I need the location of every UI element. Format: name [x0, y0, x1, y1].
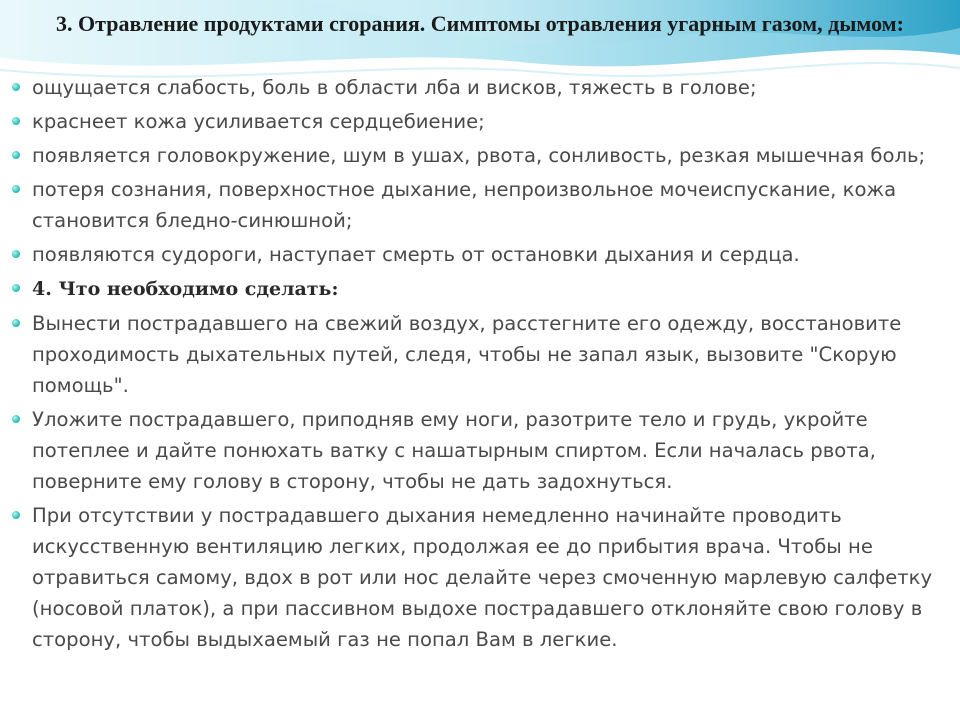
- bullet-icon: [12, 284, 20, 292]
- list-item: [12, 500, 942, 655]
- list-item: [12, 174, 942, 236]
- bullet-icon: [12, 319, 20, 327]
- list-item-text: Вынести пострадавшего на свежий воздух, расстегните его одежду, восстановите проходимость дыхательных путей, следя, чтобы не запал язык, вызовите "Скорую помощь".: [32, 312, 902, 397]
- section-heading: [12, 273, 942, 305]
- bullet-icon: [12, 185, 20, 193]
- list-item-text: ощущается слабость, боль в области лба и висков, тяжесть в голове;: [32, 76, 757, 99]
- list-item: [12, 72, 942, 103]
- bullet-icon: [12, 151, 20, 159]
- list-item-text: Уложите пострадавшего, приподняв ему ноги, разотрите тело и грудь, укройте потеплее и дайте понюхать ватку с нашатырным спиртом. Если началась рвота, поверните ему голову в сторону, чтобы не дать задохнуться.: [32, 408, 876, 493]
- bullet-icon: [12, 83, 20, 91]
- list-item-text: При отсутствии у пострадавшего дыхания немедленно начинайте проводить искусственную вентиляцию легких, продолжая ее до прибытия врача. Чтобы не отравиться самому, вдох в рот или нос делайте через смоченную марлевую салфетку (носовой платок), а при пассивном выдохе пострадавшего отклоняйте свою голову в сторону, чтобы выдыхаемый газ не попал Вам в легкие.: [32, 504, 933, 651]
- list-item: [12, 239, 942, 270]
- list-item: [12, 404, 942, 497]
- list-item-text: появляются судороги, наступает смерть от остановки дыхания и сердца.: [32, 243, 800, 266]
- list-item-text: появляется головокружение, шум в ушах, рвота, сонливость, резкая мышечная боль;: [32, 144, 926, 167]
- section-heading-text: 4. Что необходимо сделать:: [32, 278, 339, 300]
- bullet-icon: [12, 117, 20, 125]
- list-item-text: краснеет кожа усиливается сердцебиение;: [32, 110, 485, 133]
- list-item: [12, 106, 942, 137]
- bullet-list: [12, 72, 942, 658]
- bullet-icon: [12, 415, 20, 423]
- bullet-icon: [12, 511, 20, 519]
- bullet-icon: [12, 250, 20, 258]
- slide-title: 3. Отравление продуктами сгорания. Симптомы отравления угарным газом, дымом:: [56, 11, 904, 36]
- list-item-text: потеря сознания, поверхностное дыхание, непроизвольное мочеиспускание, кожа становится бледно-синюшной;: [32, 178, 897, 232]
- list-item: [12, 308, 942, 401]
- list-item: [12, 140, 942, 171]
